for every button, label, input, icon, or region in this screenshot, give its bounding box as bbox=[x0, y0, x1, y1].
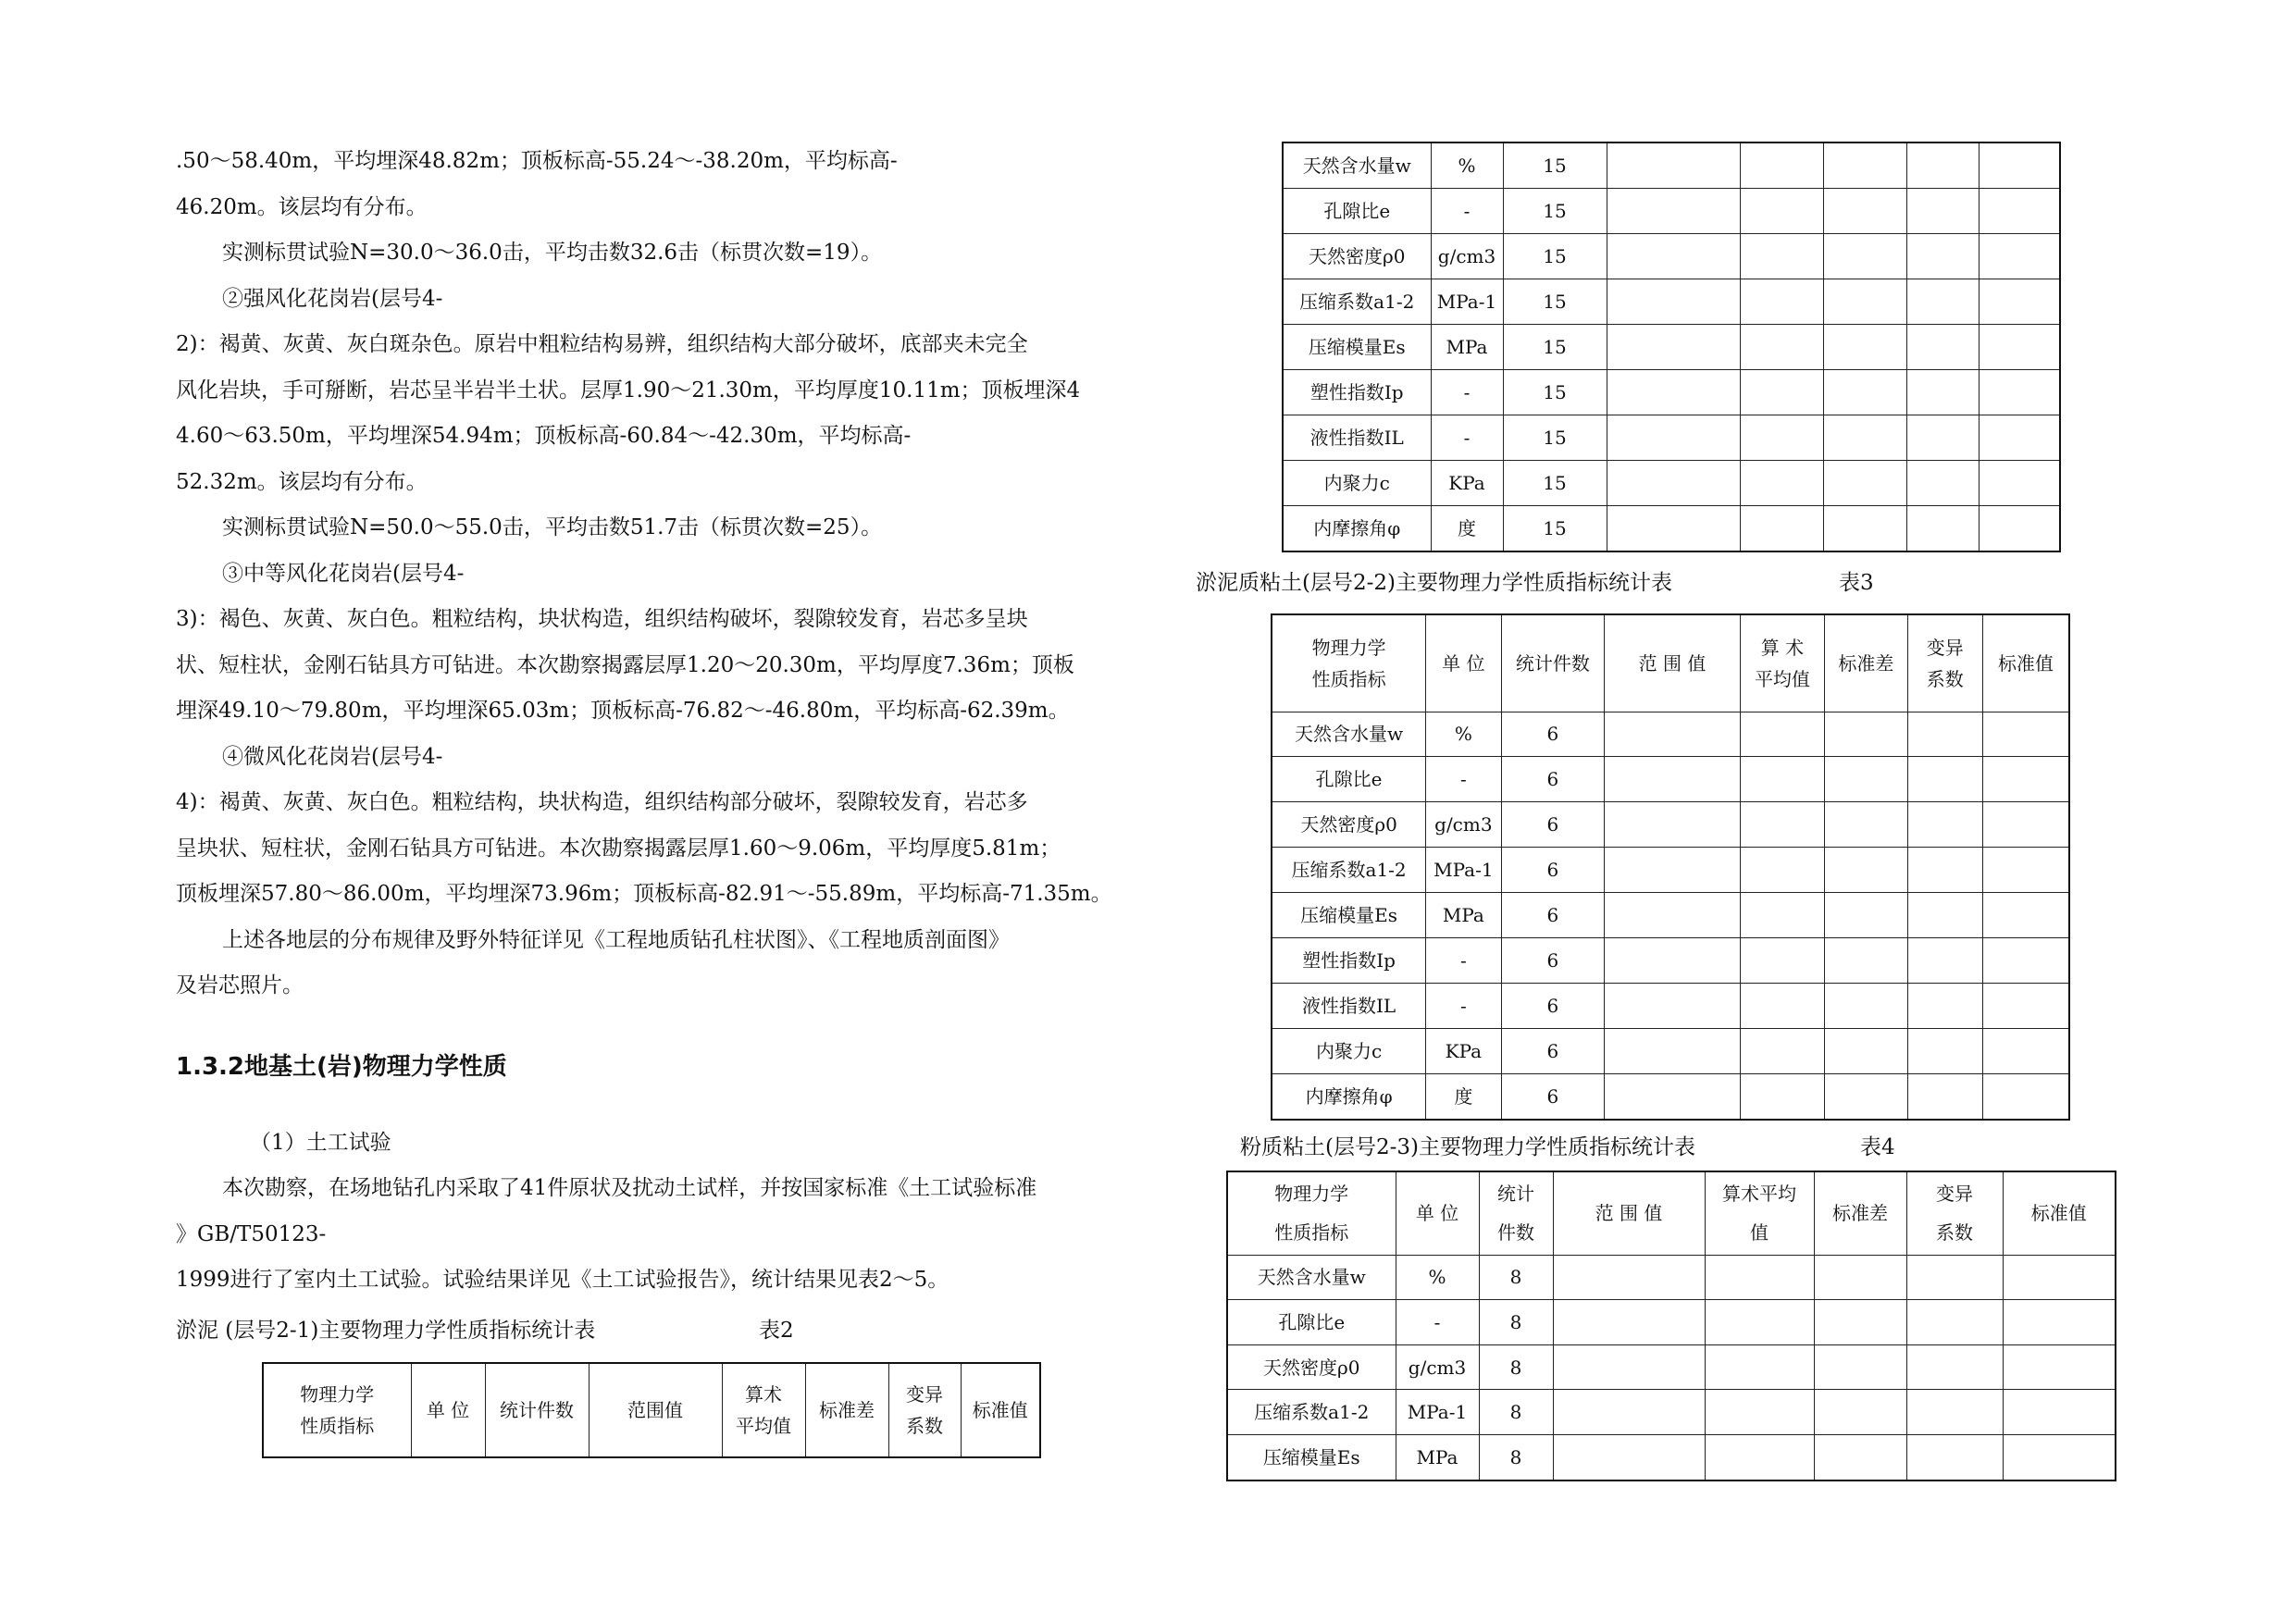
empty-cell bbox=[1982, 938, 2069, 984]
empty-cell bbox=[1979, 505, 2060, 551]
unit-cell: % bbox=[1396, 1255, 1479, 1300]
empty-cell bbox=[1605, 1028, 1740, 1073]
empty-cell bbox=[1553, 1344, 1705, 1390]
count-cell: 15 bbox=[1503, 505, 1607, 551]
property-cell: 内聚力c bbox=[1283, 460, 1431, 505]
empty-cell bbox=[1740, 325, 1823, 370]
header-cell: 算术平均 值 bbox=[1705, 1171, 1814, 1255]
header-cell: 标准差 bbox=[1814, 1171, 1906, 1255]
empty-cell bbox=[1825, 983, 1907, 1028]
unit-cell: 度 bbox=[1426, 1073, 1501, 1120]
header-cell: 单 位 bbox=[1426, 614, 1501, 712]
empty-cell bbox=[1906, 189, 1979, 234]
body-line: 实测标贯试验N=30.0～36.0击，平均击数32.6击（标贯次数=19）。 bbox=[222, 241, 883, 265]
empty-cell bbox=[1705, 1300, 1814, 1345]
body-line: 4.60～63.50m，平均埋深54.94m；顶板标高-60.84～-42.30m，平均标高- bbox=[176, 424, 912, 448]
empty-cell bbox=[1823, 415, 1906, 460]
body-line: 2)：褐黄、灰黄、灰白斑杂色。原岩中粗粒结构易辨，组织结构大部分破坏，底部夹未完全 bbox=[176, 332, 1028, 356]
empty-cell bbox=[1605, 848, 1740, 893]
empty-cell bbox=[1740, 938, 1824, 984]
property-cell: 压缩系数a1-2 bbox=[1227, 1390, 1396, 1435]
header-cell: 物理力学 性质指标 bbox=[1272, 614, 1426, 712]
header-cell: 物理力学 性质指标 bbox=[1227, 1171, 1396, 1255]
table2-rows bbox=[1283, 142, 2060, 551]
empty-cell bbox=[1907, 893, 1982, 938]
empty-cell bbox=[1907, 848, 1982, 893]
table-row bbox=[1227, 1344, 2116, 1390]
empty-cell bbox=[1906, 460, 1979, 505]
empty-cell bbox=[1705, 1390, 1814, 1435]
empty-cell bbox=[2003, 1435, 2116, 1481]
empty-cell bbox=[1907, 1073, 1982, 1120]
unit-cell: - bbox=[1431, 415, 1503, 460]
empty-cell bbox=[1823, 325, 1906, 370]
empty-cell bbox=[1825, 893, 1907, 938]
empty-cell bbox=[1605, 983, 1740, 1028]
unit-cell: % bbox=[1426, 712, 1501, 757]
table-row bbox=[1283, 460, 2060, 505]
body-line: 3)：褐色、灰黄、灰白色。粗粒结构，块状构造，组织结构破坏，裂隙较发育，岩芯多呈块 bbox=[176, 607, 1028, 631]
header-cell: 统计 件数 bbox=[1479, 1171, 1553, 1255]
unit-cell: MPa bbox=[1426, 893, 1501, 938]
empty-cell bbox=[1607, 279, 1740, 325]
property-cell: 天然密度ρ0 bbox=[1283, 234, 1431, 279]
count-cell: 8 bbox=[1479, 1300, 1553, 1345]
empty-cell bbox=[1982, 893, 2069, 938]
count-cell: 8 bbox=[1479, 1255, 1553, 1300]
body-line: 46.20m。该层均有分布。 bbox=[176, 194, 428, 219]
header-cell: 算 术 平均值 bbox=[1740, 614, 1824, 712]
empty-cell bbox=[1907, 1028, 1982, 1073]
table-header-row bbox=[263, 1363, 1040, 1457]
property-cell: 压缩模量Es bbox=[1227, 1435, 1396, 1481]
empty-cell bbox=[1740, 460, 1823, 505]
empty-cell bbox=[1740, 505, 1823, 551]
empty-cell bbox=[1553, 1390, 1705, 1435]
empty-cell bbox=[1814, 1390, 1906, 1435]
empty-cell bbox=[1607, 142, 1740, 189]
empty-cell bbox=[1982, 757, 2069, 802]
body-line: 状、短柱状，金刚石钻具方可钻进。本次勘察揭露层厚1.20～20.30m，平均厚度7.36m；顶板 bbox=[176, 652, 1074, 677]
empty-cell bbox=[1825, 712, 1907, 757]
table-row bbox=[1272, 983, 2069, 1028]
empty-cell bbox=[1979, 460, 2060, 505]
property-cell: 压缩系数a1-2 bbox=[1283, 279, 1431, 325]
count-cell: 15 bbox=[1503, 460, 1607, 505]
empty-cell bbox=[1907, 757, 1982, 802]
table2-caption bbox=[176, 1314, 794, 1347]
table4-number: 表4 bbox=[1860, 1135, 1895, 1159]
unit-cell: MPa-1 bbox=[1431, 279, 1503, 325]
empty-cell bbox=[2003, 1300, 2116, 1345]
count-cell: 6 bbox=[1501, 848, 1605, 893]
empty-cell bbox=[1982, 712, 2069, 757]
empty-cell bbox=[1607, 325, 1740, 370]
body-line: 呈块状、短柱状，金刚石钻具方可钻进。本次勘察揭露层厚1.60～9.06m，平均厚度5.81m； bbox=[176, 836, 1061, 861]
empty-cell bbox=[2003, 1390, 2116, 1435]
header-cell: 标准差 bbox=[1825, 614, 1907, 712]
count-cell: 6 bbox=[1501, 712, 1605, 757]
unit-cell: - bbox=[1431, 189, 1503, 234]
count-cell: 6 bbox=[1501, 938, 1605, 984]
header-cell: 变异 系数 bbox=[1907, 614, 1982, 712]
empty-cell bbox=[1907, 802, 1982, 848]
empty-cell bbox=[1605, 893, 1740, 938]
table2 bbox=[262, 1362, 1041, 1458]
property-cell: 孔隙比e bbox=[1283, 189, 1431, 234]
count-cell: 15 bbox=[1503, 142, 1607, 189]
table-row bbox=[1272, 893, 2069, 938]
empty-cell bbox=[1982, 848, 2069, 893]
unit-cell: KPa bbox=[1426, 1028, 1501, 1073]
empty-cell bbox=[1607, 189, 1740, 234]
table-row bbox=[1227, 1435, 2116, 1481]
header-cell: 统计件数 bbox=[1501, 614, 1605, 712]
empty-cell bbox=[1979, 279, 2060, 325]
empty-cell bbox=[1825, 757, 1907, 802]
count-cell: 6 bbox=[1501, 983, 1605, 1028]
empty-cell bbox=[1906, 505, 1979, 551]
empty-cell bbox=[1814, 1300, 1906, 1345]
subsection-label: （1）土工试验 bbox=[250, 1130, 391, 1155]
table-row bbox=[1283, 325, 2060, 370]
empty-cell bbox=[1607, 415, 1740, 460]
table-row bbox=[1227, 1255, 2116, 1300]
body-line: ②强风化花岗岩(层号4- bbox=[222, 286, 443, 311]
empty-cell bbox=[1740, 415, 1823, 460]
empty-cell bbox=[1607, 505, 1740, 551]
property-cell: 压缩系数a1-2 bbox=[1272, 848, 1426, 893]
empty-cell bbox=[1740, 983, 1824, 1028]
empty-cell bbox=[1906, 325, 1979, 370]
empty-cell bbox=[1605, 938, 1740, 984]
header-cell: 范 围 值 bbox=[1553, 1171, 1705, 1255]
body-line: 本次勘察，在场地钻孔内采取了41件原状及扰动土试样，并按国家标准《土工试验标准 bbox=[222, 1176, 1037, 1200]
property-cell: 孔隙比e bbox=[1227, 1300, 1396, 1345]
table3 bbox=[1271, 613, 2070, 1121]
empty-cell bbox=[1906, 415, 1979, 460]
empty-cell bbox=[1607, 369, 1740, 415]
empty-cell bbox=[1982, 983, 2069, 1028]
table-row bbox=[1283, 279, 2060, 325]
header-cell: 范 围 值 bbox=[1605, 614, 1740, 712]
empty-cell bbox=[1740, 802, 1824, 848]
header-cell: 变异 系数 bbox=[1906, 1171, 2003, 1255]
table-row bbox=[1283, 234, 2060, 279]
body-line: 风化岩块，手可掰断，岩芯呈半岩半土状。层厚1.90～21.30m，平均厚度10.11m；顶板埋深4 bbox=[176, 378, 1081, 403]
property-cell: 内摩擦角φ bbox=[1283, 505, 1431, 551]
empty-cell bbox=[1979, 142, 2060, 189]
unit-cell: MPa bbox=[1396, 1435, 1479, 1481]
empty-cell bbox=[1705, 1344, 1814, 1390]
table4-caption bbox=[1240, 1131, 1895, 1164]
empty-cell bbox=[1823, 279, 1906, 325]
table-row bbox=[1227, 1300, 2116, 1345]
property-cell: 液性指数IL bbox=[1283, 415, 1431, 460]
empty-cell bbox=[1906, 279, 1979, 325]
header-cell: 物理力学 性质指标 bbox=[263, 1363, 411, 1457]
unit-cell: 度 bbox=[1431, 505, 1503, 551]
empty-cell bbox=[1906, 1390, 2003, 1435]
unit-cell: - bbox=[1426, 938, 1501, 984]
empty-cell bbox=[1740, 757, 1824, 802]
header-cell: 标准差 bbox=[805, 1363, 888, 1457]
body-line: ④微风化花岗岩(层号4- bbox=[222, 744, 443, 769]
empty-cell bbox=[1553, 1255, 1705, 1300]
header-cell: 标准值 bbox=[961, 1363, 1040, 1457]
body-line: 顶板埋深57.80～86.00m，平均埋深73.96m；顶板标高-82.91～-55.89m，平均标高-71.35m。 bbox=[176, 882, 1112, 906]
unit-cell: g/cm3 bbox=[1426, 802, 1501, 848]
empty-cell bbox=[1825, 802, 1907, 848]
property-cell: 压缩模量Es bbox=[1283, 325, 1431, 370]
header-cell: 范围值 bbox=[589, 1363, 722, 1457]
empty-cell bbox=[1907, 983, 1982, 1028]
table-row bbox=[1272, 1073, 2069, 1120]
empty-cell bbox=[1823, 142, 1906, 189]
table-row bbox=[1272, 1028, 2069, 1073]
property-cell: 天然密度ρ0 bbox=[1272, 802, 1426, 848]
body-line: 52.32m。该层均有分布。 bbox=[176, 469, 428, 494]
empty-cell bbox=[1605, 757, 1740, 802]
table-header-row bbox=[1272, 614, 2069, 712]
unit-cell: MPa-1 bbox=[1396, 1390, 1479, 1435]
body-line: 4)：褐黄、灰黄、灰白色。粗粒结构，块状构造，组织结构部分破坏，裂隙较发育，岩芯多 bbox=[176, 790, 1028, 814]
unit-cell: - bbox=[1431, 369, 1503, 415]
empty-cell bbox=[1906, 1255, 2003, 1300]
body-line: 及岩芯照片。 bbox=[176, 973, 304, 997]
empty-cell bbox=[1705, 1255, 1814, 1300]
property-cell: 天然含水量w bbox=[1272, 712, 1426, 757]
empty-cell bbox=[1740, 234, 1823, 279]
unit-cell: MPa-1 bbox=[1426, 848, 1501, 893]
empty-cell bbox=[1906, 369, 1979, 415]
count-cell: 15 bbox=[1503, 189, 1607, 234]
table-row bbox=[1283, 142, 2060, 189]
count-cell: 6 bbox=[1501, 1073, 1605, 1120]
count-cell: 6 bbox=[1501, 802, 1605, 848]
header-cell: 变异 系数 bbox=[888, 1363, 961, 1457]
property-cell: 塑性指数Ip bbox=[1272, 938, 1426, 984]
property-cell: 天然含水量w bbox=[1227, 1255, 1396, 1300]
property-cell: 塑性指数Ip bbox=[1283, 369, 1431, 415]
count-cell: 6 bbox=[1501, 1028, 1605, 1073]
header-cell: 标准值 bbox=[2003, 1171, 2116, 1255]
empty-cell bbox=[1907, 712, 1982, 757]
header-cell: 单 位 bbox=[1396, 1171, 1479, 1255]
property-cell: 孔隙比e bbox=[1272, 757, 1426, 802]
table-row bbox=[1227, 1390, 2116, 1435]
table-row bbox=[1283, 369, 2060, 415]
empty-cell bbox=[1823, 369, 1906, 415]
empty-cell bbox=[1907, 938, 1982, 984]
empty-cell bbox=[1979, 189, 2060, 234]
empty-cell bbox=[1823, 460, 1906, 505]
empty-cell bbox=[1814, 1255, 1906, 1300]
header-cell: 算术 平均值 bbox=[722, 1363, 805, 1457]
empty-cell bbox=[1906, 142, 1979, 189]
unit-cell: % bbox=[1431, 142, 1503, 189]
section-heading: 1.3.2地基土(岩)物理力学性质 bbox=[176, 1052, 507, 1081]
table3-number: 表3 bbox=[1839, 571, 1874, 595]
empty-cell bbox=[1823, 234, 1906, 279]
unit-cell: g/cm3 bbox=[1396, 1344, 1479, 1390]
table-row bbox=[1272, 712, 2069, 757]
empty-cell bbox=[1605, 712, 1740, 757]
table3-title: 淤泥质粘土(层号2-2)主要物理力学性质指标统计表 bbox=[1196, 571, 1672, 595]
property-cell: 内聚力c bbox=[1272, 1028, 1426, 1073]
body-line: 上述各地层的分布规律及野外特征详见《工程地质钻孔柱状图》、《工程地质剖面图》 bbox=[222, 927, 1010, 952]
unit-cell: KPa bbox=[1431, 460, 1503, 505]
body-line: ③中等风化花岗岩(层号4- bbox=[222, 561, 465, 586]
empty-cell bbox=[1825, 1028, 1907, 1073]
empty-cell bbox=[1740, 369, 1823, 415]
property-cell: 液性指数IL bbox=[1272, 983, 1426, 1028]
empty-cell bbox=[1825, 1073, 1907, 1120]
body-line: .50～58.40m，平均埋深48.82m；顶板标高-55.24～-38.20m，平均标高- bbox=[176, 149, 898, 173]
body-line: 实测标贯试验N=50.0～55.0击，平均击数51.7击（标贯次数=25）。 bbox=[222, 515, 883, 539]
left-column bbox=[176, 139, 1129, 1304]
empty-cell bbox=[1982, 802, 2069, 848]
empty-cell bbox=[2003, 1255, 2116, 1300]
body-line: 1999进行了室内土工试验。试验结果详见《土工试验报告》，统计结果见表2～5。 bbox=[176, 1268, 949, 1292]
count-cell: 8 bbox=[1479, 1435, 1553, 1481]
empty-cell bbox=[1979, 325, 2060, 370]
property-cell: 天然密度ρ0 bbox=[1227, 1344, 1396, 1390]
empty-cell bbox=[1906, 1435, 2003, 1481]
count-cell: 6 bbox=[1501, 757, 1605, 802]
table2-number: 表2 bbox=[759, 1319, 794, 1343]
empty-cell bbox=[1740, 279, 1823, 325]
table-row bbox=[1272, 802, 2069, 848]
empty-cell bbox=[1740, 189, 1823, 234]
table-row bbox=[1283, 505, 2060, 551]
empty-cell bbox=[1740, 848, 1824, 893]
empty-cell bbox=[1823, 505, 1906, 551]
empty-cell bbox=[1982, 1073, 2069, 1120]
empty-cell bbox=[1740, 1073, 1824, 1120]
unit-cell: g/cm3 bbox=[1431, 234, 1503, 279]
empty-cell bbox=[1979, 234, 2060, 279]
empty-cell bbox=[1979, 415, 2060, 460]
count-cell: 15 bbox=[1503, 325, 1607, 370]
table-row bbox=[1272, 938, 2069, 984]
body-line: 》GB/T50123- bbox=[176, 1221, 327, 1246]
count-cell: 6 bbox=[1501, 893, 1605, 938]
table-row bbox=[1283, 415, 2060, 460]
empty-cell bbox=[1823, 189, 1906, 234]
empty-cell bbox=[1607, 460, 1740, 505]
count-cell: 15 bbox=[1503, 369, 1607, 415]
empty-cell bbox=[1553, 1300, 1705, 1345]
empty-cell bbox=[1906, 1300, 2003, 1345]
count-cell: 8 bbox=[1479, 1390, 1553, 1435]
empty-cell bbox=[1979, 369, 2060, 415]
property-cell: 压缩模量Es bbox=[1272, 893, 1426, 938]
unit-cell: - bbox=[1426, 983, 1501, 1028]
empty-cell bbox=[1605, 802, 1740, 848]
empty-cell bbox=[1740, 1028, 1824, 1073]
empty-cell bbox=[1906, 234, 1979, 279]
empty-cell bbox=[2003, 1344, 2116, 1390]
property-cell: 内摩擦角φ bbox=[1272, 1073, 1426, 1120]
empty-cell bbox=[1740, 712, 1824, 757]
table2-body bbox=[1282, 142, 2061, 552]
empty-cell bbox=[1814, 1344, 1906, 1390]
table2-title: 淤泥 (层号2-1)主要物理力学性质指标统计表 bbox=[176, 1319, 596, 1343]
empty-cell bbox=[1553, 1435, 1705, 1481]
empty-cell bbox=[1825, 938, 1907, 984]
empty-cell bbox=[1906, 1344, 2003, 1390]
unit-cell: - bbox=[1426, 757, 1501, 802]
table-row bbox=[1272, 757, 2069, 802]
table-header-row bbox=[1227, 1171, 2116, 1255]
table4 bbox=[1226, 1171, 2116, 1481]
empty-cell bbox=[1814, 1435, 1906, 1481]
header-cell: 标准值 bbox=[1982, 614, 2069, 712]
table4-title: 粉质粘土(层号2-3)主要物理力学性质指标统计表 bbox=[1240, 1135, 1695, 1159]
header-cell: 统计件数 bbox=[485, 1363, 589, 1457]
table-row bbox=[1272, 848, 2069, 893]
empty-cell bbox=[1740, 142, 1823, 189]
empty-cell bbox=[1740, 893, 1824, 938]
empty-cell bbox=[1605, 1073, 1740, 1120]
table3-caption bbox=[1196, 566, 1874, 600]
property-cell: 天然含水量w bbox=[1283, 142, 1431, 189]
empty-cell bbox=[1705, 1435, 1814, 1481]
count-cell: 15 bbox=[1503, 415, 1607, 460]
count-cell: 15 bbox=[1503, 234, 1607, 279]
body-line: 埋深49.10～79.80m，平均埋深65.03m；顶板标高-76.82～-46.80m，平均标高-62.39m。 bbox=[176, 699, 1070, 723]
empty-cell bbox=[1825, 848, 1907, 893]
unit-cell: - bbox=[1396, 1300, 1479, 1345]
count-cell: 8 bbox=[1479, 1344, 1553, 1390]
table-row bbox=[1283, 189, 2060, 234]
empty-cell bbox=[1982, 1028, 2069, 1073]
empty-cell bbox=[1607, 234, 1740, 279]
count-cell: 15 bbox=[1503, 279, 1607, 325]
unit-cell: MPa bbox=[1431, 325, 1503, 370]
header-cell: 单 位 bbox=[411, 1363, 485, 1457]
